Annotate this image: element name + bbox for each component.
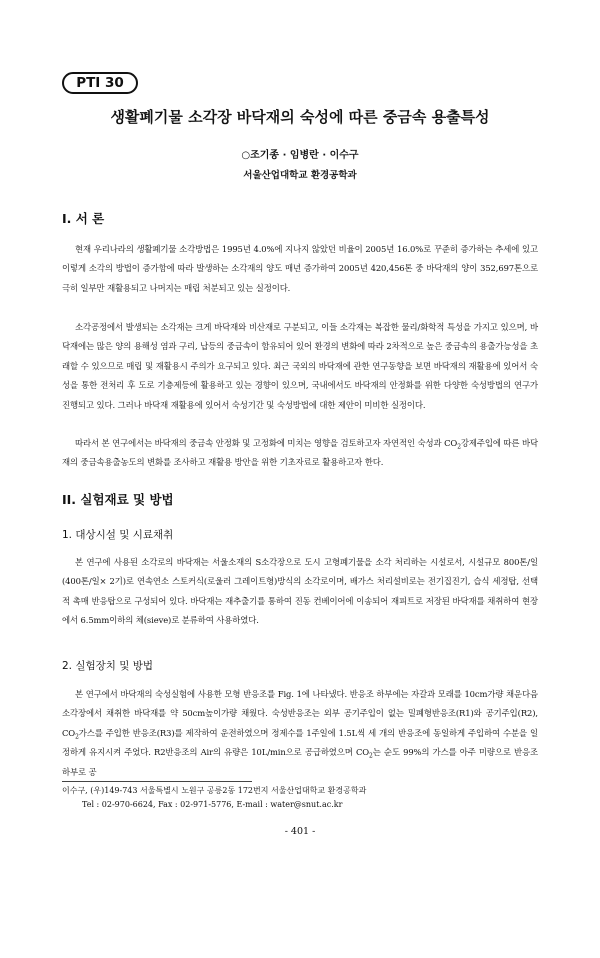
sub2-subscript-1: 2 <box>75 733 79 741</box>
intro-paragraph-2: 소각공정에서 발생되는 소각재는 크게 바닥재와 비산재로 구분되고, 이들 소각재는 복잡한 물리/화학적 특성을 가지고 있으며, 바닥재에는 많은 양의 용해성 염과 구리, 납등의 중금속이 함유되어 있어 환경의 변화에 따라 2차적으로 높은 중금속의 용출가능성을 초래할 수 있으므로 매립 및 재활용시 주의가 요구되고 있다. 최근 국외의 바닥재에 관한 연구동향을 보면 바닥재의 재활용에 있어서 숙성을 통한 전처리 후 도로 기층제등에 활용하고 있는 경향이 있으며, 국내에서도 바닥재의 안정화를 위한 다양한 숙성방법의 연구가 진행되고 있다. 그러나 바닥재 재활용에 있어서 숙성기간 및 숙성방법에 대한 제안이 미비한 실정이다. <box>62 322 538 410</box>
intro-paragraph-1: 현재 우리나라의 생활폐기물 소각방법은 1995년 4.0%에 지나지 않았던 비율이 2005년 16.0%로 꾸준히 증가하는 추세에 있고 이렇게 소각의 방법이 증가함에 따라 발생하는 소각재의 양도 매년 증가하여 2005년 420,456톤 중 바닥재의 양이 352,697톤으로 극히 일부만 재활용되고 나머지는 매립 처분되고 있는 실정이다. <box>62 244 538 293</box>
paper-code-badge <box>62 72 138 94</box>
footnote-contact: Tel : 02-970-6624, Fax : 02-971-5776, E-mail : water@snut.ac.kr <box>82 800 343 809</box>
footnote-address: 이수구, (우)149-743 서울특별시 노원구 공릉2동 172번지 서울산업대학교 환경공학과 <box>62 786 367 795</box>
intro-p3-subscript: 2 <box>457 443 461 451</box>
footnote-rule <box>62 781 252 782</box>
paper-title: 생활폐기물 소각장 바닥재의 숙성에 따른 중금속 용출특성 <box>110 108 490 126</box>
subsection-2-paragraph <box>62 685 538 782</box>
intro-p3-text-b: 강제주입에 따른 바닥재의 중금속용출농도의 변화를 조사하고 재활용 방안을 위한 기초자료로 활용하고자 한다. <box>62 438 538 468</box>
subsection-heading-1: 1. 대상시설 및 시료채취 <box>62 529 174 541</box>
paper-code: PTI 30 <box>76 75 124 91</box>
sub2-text-b: 가스를 주입한 반응조(R3)를 제작하여 운전하였으며 정제수를 1주일에 1.5L씩 세 개의 반응조에 동일하게 주입하여 수분을 일정하게 유지시켜 주었다. R2반응조의 Air의 유량은 10L/min으로 공급하였으며 CO <box>62 727 538 758</box>
authors: ○조기종 · 임병란 · 이수구 <box>241 150 359 161</box>
sub2-text-a: 본 연구에서 바닥재의 숙성실험에 사용한 모형 반응조를 Fig. 1에 나타냈다. 반응조 하부에는 자갈과 모래를 10cm가량 채운다음 소각장에서 채취한 바닥재를 약 50cm높이가량 채웠다. 숙성반응조는 외부 공기주입이 없는 밀폐형반응조(R1)와 공기주입(R2), CO <box>62 689 538 738</box>
sub2-text-c: 는 순도 99%의 가스를 아주 미량으로 반응조 하부로 공 <box>62 747 538 777</box>
affiliation: 서울산업대학교 환경공학과 <box>243 170 357 181</box>
subsection-heading-2: 2. 실험장치 및 방법 <box>62 660 154 672</box>
section-heading-intro: I. 서 론 <box>62 211 105 226</box>
sub2-subscript-2: 2 <box>369 752 373 760</box>
intro-p3-text-a: 따라서 본 연구에서는 바닥재의 중금속 안정화 및 고정화에 미치는 영향을 검토하고자 자연적인 숙성과 CO <box>75 438 458 448</box>
intro-paragraph-3 <box>62 434 538 473</box>
page-number: - 401 - <box>284 826 316 837</box>
subsection-1-paragraph: 본 연구에 사용된 소각로의 바닥재는 서울소재의 S소각장으로 도시 고형폐기물을 소각 처리하는 시설로서, 시설규모 800톤/일(400톤/일× 2기)로 연속연소 스토커식(로울러 그레이트형)방식의 소각로이며, 배가스 처리설비로는 전기집진기, 습식 세정탑, 선택적 촉매 반응탑으로 구성되어 있다. 바닥재는 재추출기를 통하여 진동 컨베이어에 이송되어 재피트로 저장된 바닥재를 채취하여 현장에서 6.5mm이하의 체(sieve)로 분류하여 사용하였다. <box>62 557 538 626</box>
section-heading-methods: II. 실험재료 및 방법 <box>62 492 174 507</box>
